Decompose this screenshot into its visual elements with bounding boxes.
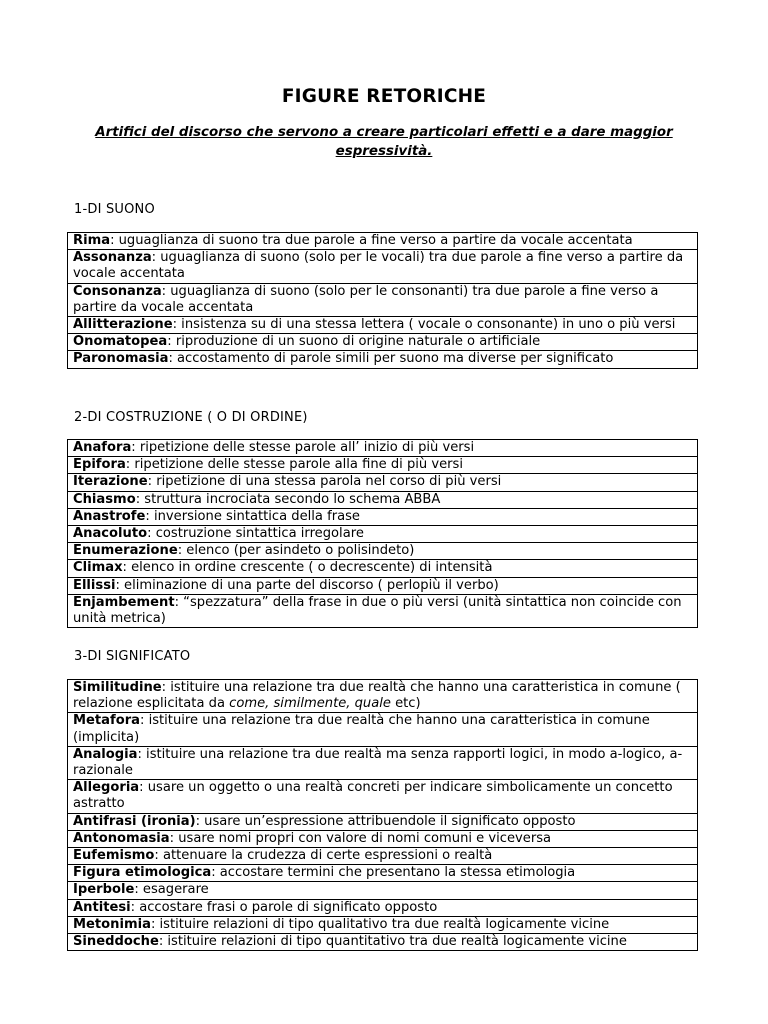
section-heading-significato: 3-DI SIGNIFICATO xyxy=(74,649,191,664)
table-row xyxy=(68,813,698,830)
term-consonanza: Consonanza xyxy=(73,283,162,299)
table-row xyxy=(68,899,698,916)
table-suono xyxy=(67,232,698,369)
page-title: FIGURE RETORICHE xyxy=(281,86,487,107)
table-cell xyxy=(68,916,698,933)
term-eufemismo: Eufemismo xyxy=(73,848,155,864)
term-definition: : elenco in ordine crescente ( o decrescente) di intensità xyxy=(122,560,493,576)
table-cell xyxy=(68,899,698,916)
table-cell xyxy=(68,560,698,577)
table-row xyxy=(68,233,698,250)
term-antitesi: Antitesi xyxy=(73,899,131,915)
term-sineddoche: Sineddoche xyxy=(73,934,159,950)
table-row xyxy=(68,560,698,577)
table-row xyxy=(68,746,698,779)
term-definition: : ripetizione delle stesse parole alla fine di più versi xyxy=(125,457,464,473)
table-cell xyxy=(68,317,698,334)
table-cell xyxy=(68,713,698,746)
term-definition: : esagerare xyxy=(134,882,209,898)
table-row xyxy=(68,250,698,283)
term-anastrofe: Anastrofe xyxy=(73,508,146,524)
term-figura-etimologica: Figura etimologica xyxy=(73,865,212,881)
table-cell xyxy=(68,474,698,491)
term-definition: : uguaglianza di suono (solo per le consonanti) tra due parole a fine verso a partire da vocale accentata xyxy=(73,283,659,315)
table-row xyxy=(68,457,698,474)
term-definition: : usare nomi propri con valore di nomi comuni e viceversa xyxy=(169,830,552,846)
table-row xyxy=(68,830,698,847)
table-row xyxy=(68,351,698,368)
table-cell xyxy=(68,283,698,316)
term-metafora: Metafora xyxy=(73,713,140,729)
table-cell xyxy=(68,233,698,250)
table-row xyxy=(68,508,698,525)
table-row xyxy=(68,780,698,813)
term-epifora: Epifora xyxy=(73,457,126,473)
table-cell xyxy=(68,351,698,368)
term-climax: Climax xyxy=(73,560,123,576)
term-paronomasia: Paronomasia xyxy=(73,351,169,367)
table-row xyxy=(68,334,698,351)
table-cell xyxy=(68,813,698,830)
table-row xyxy=(68,865,698,882)
table-cell xyxy=(68,334,698,351)
term-definition: : uguaglianza di suono tra due parole a fine verso a partire da vocale accentata xyxy=(110,233,633,248)
table-row xyxy=(68,594,698,627)
term-iterazione: Iterazione xyxy=(73,474,148,490)
term-definition: : istituire una relazione tra due realtà ma senza rapporti logici, in modo a-logico, a-razionale xyxy=(73,746,683,779)
term-definition: : elenco (per asindeto o polisindeto) xyxy=(177,543,415,559)
term-definition: : eliminazione di una parte del discorso ( perlopiù il verbo) xyxy=(115,577,499,593)
term-definition: : istituire relazioni di tipo quantitativo tra due realtà logicamente vicine xyxy=(158,934,627,950)
term-ellissi: Ellissi xyxy=(73,577,116,593)
table-cell xyxy=(68,746,698,779)
section-heading-costruzione: 2-DI COSTRUZIONE ( O DI ORDINE) xyxy=(74,410,308,425)
term-similitudine: Similitudine xyxy=(73,680,162,695)
term-definition: : ripetizione di una stessa parola nel corso di più versi xyxy=(147,474,502,490)
term-definition-tail: etc) xyxy=(390,696,421,712)
term-definition: : usare un’espressione attribuendole il significato opposto xyxy=(195,813,576,829)
table-cell xyxy=(68,457,698,474)
term-metonimia: Metonimia xyxy=(73,916,151,932)
term-allitterazione: Allitterazione xyxy=(73,317,173,333)
term-chiasmo: Chiasmo xyxy=(73,491,136,507)
term-definition: : attenuare la crudezza di certe espressioni o realtà xyxy=(154,848,493,864)
table-row xyxy=(68,440,698,457)
term-definition: : costruzione sintattica irregolare xyxy=(147,526,364,542)
term-definition: : istituire una relazione tra due realtà che hanno una caratteristica in comune (implicita) xyxy=(73,713,650,745)
term-definition: : ripetizione delle stesse parole all’ inizio di più versi xyxy=(131,440,475,455)
table-row xyxy=(68,680,698,713)
term-definition: : usare un oggetto o una realtà concreti per indicare simbolicamente un concetto astratto xyxy=(73,780,673,812)
term-onomatopea: Onomatopea xyxy=(73,334,168,350)
term-definition: : struttura incrociata secondo lo schema ABBA xyxy=(135,491,441,507)
table-row xyxy=(68,491,698,508)
term-definition: : accostare frasi o parole di significato opposto xyxy=(130,899,438,915)
term-antifrasi: Antifrasi (ironia) xyxy=(73,813,196,829)
table-cell xyxy=(68,508,698,525)
table-significato xyxy=(67,679,698,951)
term-analogia: Analogia xyxy=(73,746,138,762)
table-row xyxy=(68,916,698,933)
table-row xyxy=(68,317,698,334)
table-row xyxy=(68,526,698,543)
term-iperbole: Iperbole xyxy=(73,882,135,898)
table-row xyxy=(68,934,698,951)
page-subtitle: Artifici del discorso che servono a creare particolari effetti e a dare maggior espressività. xyxy=(95,125,673,159)
term-definition: : istituire una relazione tra due realtà che hanno una caratteristica in comune ( relazione esplicitata da xyxy=(73,680,681,712)
table-cell xyxy=(68,865,698,882)
table-cell xyxy=(68,848,698,865)
table-row xyxy=(68,882,698,899)
term-definition: : istituire relazioni di tipo qualitativo tra due realtà logicamente vicine xyxy=(150,916,610,932)
table-cell xyxy=(68,577,698,594)
term-definition: : “spezzatura” della frase in due o più versi (unità sintattica non coincide con unità metrica) xyxy=(73,594,682,627)
table-row xyxy=(68,713,698,746)
term-enumerazione: Enumerazione xyxy=(73,543,178,559)
term-definition: : inversione sintattica della frase xyxy=(145,508,360,524)
table-row xyxy=(68,543,698,560)
term-antonomasia: Antonomasia xyxy=(73,830,170,846)
table-cell xyxy=(68,830,698,847)
term-anafora: Anafora xyxy=(73,440,132,455)
term-anacoluto: Anacoluto xyxy=(73,526,148,542)
term-definition-italic: come, similmente, quale xyxy=(229,696,391,712)
table-cell xyxy=(68,250,698,283)
table-cell xyxy=(68,934,698,951)
table-cell xyxy=(68,526,698,543)
table-cell xyxy=(68,491,698,508)
section-heading-suono: 1-DI SUONO xyxy=(74,202,155,217)
table-row xyxy=(68,474,698,491)
table-cell xyxy=(68,543,698,560)
term-definition: : riproduzione di un suono di origine naturale o artificiale xyxy=(167,334,541,350)
term-definition: : accostamento di parole simili per suono ma diverse per significato xyxy=(168,351,614,367)
table-row xyxy=(68,848,698,865)
table-cell xyxy=(68,440,698,457)
term-allegoria: Allegoria xyxy=(73,780,140,796)
term-rima: Rima xyxy=(73,233,111,248)
term-definition: : uguaglianza di suono (solo per le vocali) tra due parole a fine verso a partire da vocale accentata xyxy=(73,250,684,282)
table-costruzione xyxy=(67,439,698,628)
table-cell xyxy=(68,882,698,899)
term-assonanza: Assonanza xyxy=(73,250,152,266)
table-cell xyxy=(68,780,698,813)
term-definition: : accostare termini che presentano la stessa etimologia xyxy=(211,865,576,881)
term-definition: : insistenza su di una stessa lettera ( vocale o consonante) in uno o più versi xyxy=(172,317,676,333)
table-row xyxy=(68,577,698,594)
table-cell xyxy=(68,594,698,627)
table-cell xyxy=(68,680,698,713)
term-enjambement: Enjambement xyxy=(73,594,175,610)
table-row xyxy=(68,283,698,316)
